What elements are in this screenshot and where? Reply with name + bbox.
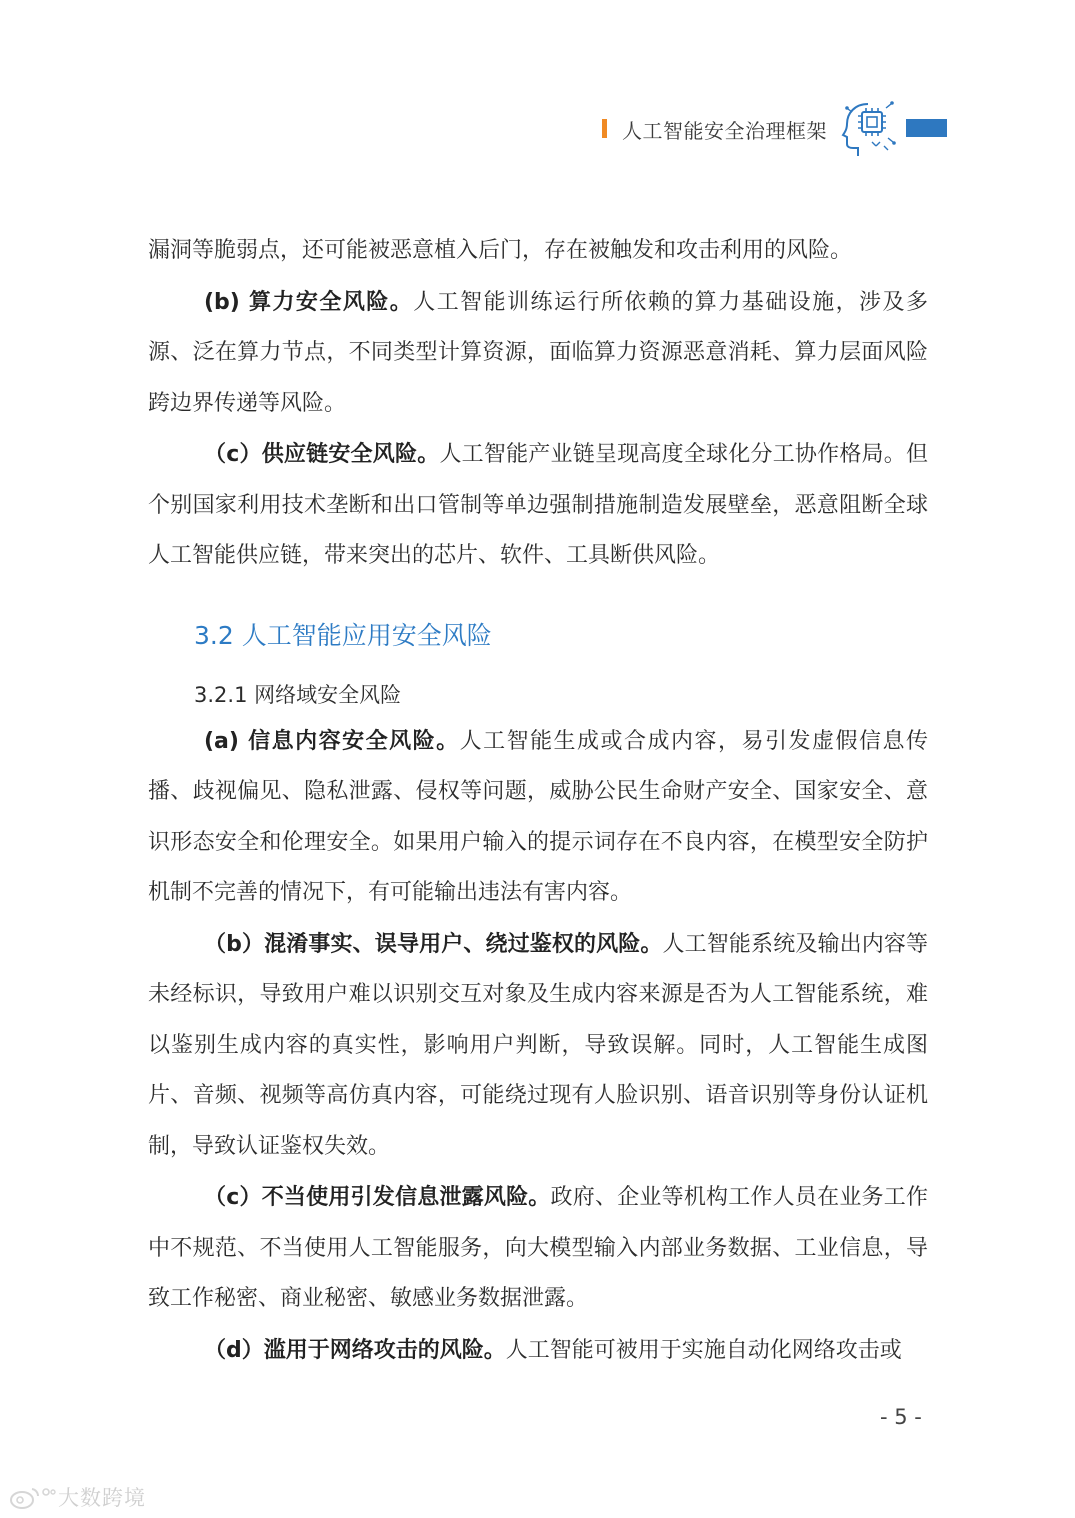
paragraph-misleading-risk	[148, 920, 928, 1173]
paragraph-continuation: 漏洞等脆弱点，还可能被恶意植入后门，存在被触发和攻击利用的风险。	[148, 238, 853, 263]
paragraph-leak-risk	[148, 1173, 928, 1325]
paragraph-label: (b) 算力安全风险。	[204, 289, 414, 315]
paragraph-cyberattack-risk	[148, 1326, 928, 1377]
header-accent-bar	[602, 119, 607, 138]
paragraph-text: 人工智能系统及输出内容等未经标识，导致用户难以识别交互对象及生成内容来源是否为人工智能系统，难以鉴别生成内容的真实性，影响用户判断，导致误解。同时，人工智能生成图片、音频、视频等高仿真内容，可能绕过现有人脸识别、语音识别等身份认证机制，导致认证鉴权失效。	[148, 931, 928, 1159]
weibo-logo-icon	[8, 1484, 56, 1510]
paragraph-label: （c）供应链安全风险。	[204, 442, 440, 467]
header-title: 人工智能安全治理框架	[622, 119, 827, 143]
paragraph-label: （c）不当使用引发信息泄露风险。	[204, 1185, 551, 1210]
watermark-text: 大数跨境	[58, 1486, 146, 1510]
paragraph-text: 人工智能产业链呈现高度全球化分工协作格局。但个别国家利用技术垄断和出口管制等单边强制措施制造发展壁垒，恶意阻断全球人工智能供应链，带来突出的芯片、软件、工具断供风险。	[148, 442, 928, 568]
watermark	[8, 1483, 146, 1511]
paragraph-text: 人工智能生成或合成内容，易引发虚假信息传播、歧视偏见、隐私泄露、侵权等问题，威胁公民生命财产安全、国家安全、意识形态安全和伦理安全。如果用户输入的提示词存在不良内容，在模型安全防护机制不完善的情况下，有可能输出违法有害内容。	[148, 728, 928, 905]
paragraph-text: 人工智能训练运行所依赖的算力基础设施，涉及多源、泛在算力节点，不同类型计算资源，面临算力资源恶意消耗、算力层面风险跨边界传递等风险。	[148, 289, 928, 416]
page-number: - 5 -	[880, 1405, 922, 1429]
paragraph-content-risk	[148, 717, 928, 919]
paragraph-compute-risk	[148, 278, 928, 430]
paragraph-label: (a) 信息内容安全风险。	[204, 728, 460, 754]
paragraph-text: 政府、企业等机构工作人员在业务工作中不规范、不当使用人工智能服务，向大模型输入内部业务数据、工业信息，导致工作秘密、商业秘密、敏感业务数据泄露。	[148, 1185, 928, 1311]
paragraph-label: （d）滥用于网络攻击的风险。	[204, 1337, 506, 1363]
header-blue-block	[906, 119, 947, 137]
paragraph-text: 人工智能可被用于实施自动化网络攻击或	[505, 1337, 902, 1363]
paragraph-label: （b）混淆事实、误导用户、绕过鉴权的风险。	[204, 931, 663, 957]
section-title: 3.2 人工智能应用安全风险	[194, 620, 492, 650]
subsection-title: 3.2.1 网络域安全风险	[194, 682, 402, 707]
paragraph-supply-chain-risk	[148, 430, 928, 582]
page-header	[0, 98, 1075, 168]
ai-head-chip-icon	[838, 98, 900, 160]
main-content	[148, 226, 928, 1376]
